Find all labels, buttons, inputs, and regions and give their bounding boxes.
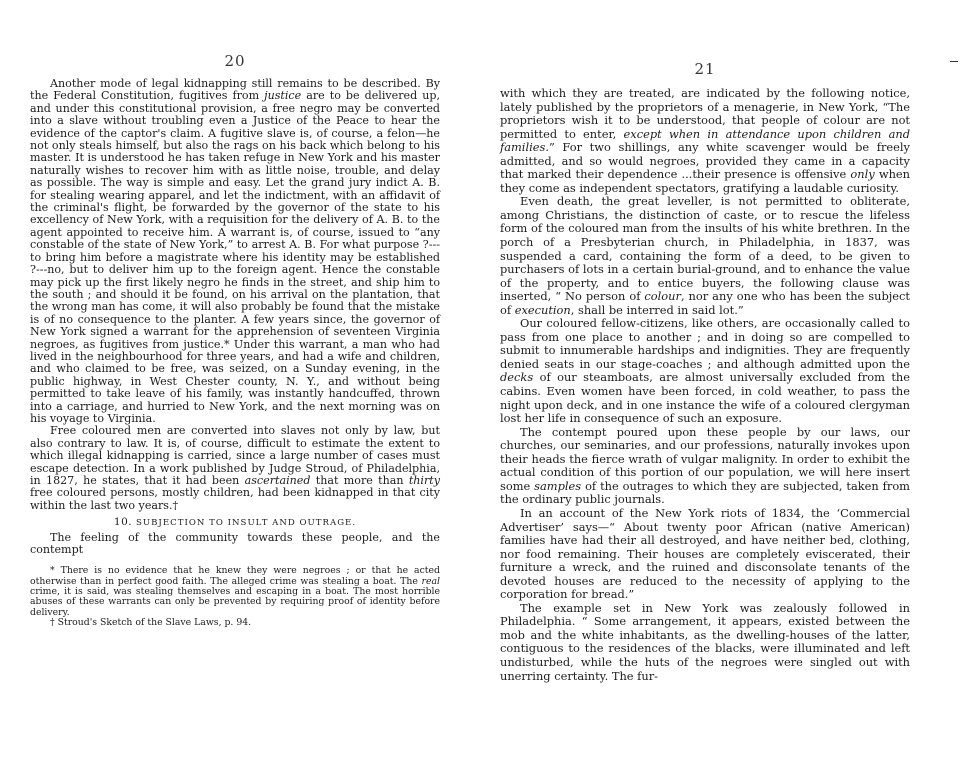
italic-text: justice (264, 89, 302, 103)
italic-text: samples (534, 478, 582, 493)
italic-text: decks (500, 370, 534, 385)
footnote (30, 618, 440, 628)
text-run: The contempt poured upon these people by our laws, our churches, our seminaries, and our professions, naturally invokes upon their heads the fierce wrath of vulgar malignity. In order to exhibit the actual condition of this portion of our population, we will here insert some (500, 424, 910, 493)
italic-text: execution (514, 302, 571, 317)
italic-text: colour (644, 289, 681, 304)
text-run: that more than (310, 474, 409, 487)
text-run: when they come as independent spectators, gratifying a laudable curiosity. (500, 167, 910, 195)
paragraph (500, 507, 910, 602)
text-run: In an account of the New York riots of 1834, the ‘Commercial Advertiser’ says—“ About twenty poor African (native American) families have had their all destroyed, and have neither bed, clothing, nor food remaining. Their houses are completely eviscerated, their furniture a wreck, and the ruined and disconsolate tenants of the devoted houses are reduced to the necessity of applying to the corporation for bread.” (500, 505, 910, 602)
right-page (500, 0, 910, 762)
text-run: ” For two shillings, any white scavenger would be freely admitted, and so would negroes, provided they came in a capacity that marked their dependence ...their presence is offensive (500, 140, 910, 182)
footnotes (30, 566, 440, 628)
text-run: with which they are treated, are indicated by the following notice, lately published by the proprietors of a menagerie, in New York, “The proprietors wish it to be understood, that people of colour are not permitted to enter, (500, 86, 910, 141)
left-page (30, 0, 440, 762)
paragraph (30, 78, 440, 425)
text-run: of the outrages to which they are subjected, taken from the ordinary public journals. (500, 478, 910, 507)
closing-line: The feeling of the community towards these people, and the contempt (30, 530, 440, 557)
text-run: Our coloured fellow-citizens, like others, are occasionally called to pass from one place to another ; and in doing so are compelled to submit to innumerable hardships and indignities. They are frequently denied seats in our stage-coaches ; and although admitted upon the (500, 316, 910, 371)
paragraph (500, 602, 910, 683)
page-number: 20 (224, 52, 246, 70)
italic-text: thirty (408, 474, 440, 487)
left-paragraphs (30, 78, 440, 512)
text-run: Another mode of legal kidnapping still remains to be described. By the Federal Constitution, fugitives from (30, 77, 440, 103)
left-page-body (30, 78, 440, 628)
paragraph (30, 425, 440, 512)
text-run: Even death, the great leveller, is not permitted to obliterate, among Christians, the distinction of caste, or to rescue the lifeless form of the coloured man from the insults of his white brethren. In the porch of a Presbyterian church, in Philadelphia, in 1837, was suspended a card, containing the form of a deed, to be given to purchasers of lots in a certain burial-ground, and to enhance the value of the property, and to entice buyers, the following clause was inserted, “ No person of (500, 194, 910, 304)
section-title: SUBJECTION TO INSULT AND OUTRAGE. (135, 518, 357, 529)
text-run: † Stroud's Sketch of the Slave Laws, p. 94. (50, 616, 252, 628)
page-number: 21 (694, 60, 716, 78)
text-run: * There is no evidence that he knew they were negroes ; or that he acted otherwise than in perfect good faith. The alleged crime was stealing a boat. The (30, 565, 440, 587)
section-heading (30, 516, 440, 529)
section-number: 10. (113, 516, 133, 529)
paragraph (500, 87, 910, 195)
margin-mark (950, 61, 958, 62)
footnote (30, 566, 440, 617)
paragraph (500, 426, 910, 507)
italic-text: ascertained (244, 474, 311, 487)
text-run: of our steamboats, are almost universally excluded from the cabins. Even women have been forced, in cold weather, to pass the night upon deck, and in one instance the wife of a coloured clergyman lost her life in consequence of such an exposure. (500, 370, 910, 426)
italic-text: only (850, 167, 875, 182)
text-run: free coloured persons, mostly children, had been kidnapped in that city within the last two years.† (30, 486, 440, 512)
italic-text: real (421, 575, 440, 587)
paragraph (500, 317, 910, 425)
text-run: , nor any one who has been the subject of (500, 289, 910, 317)
paragraph (500, 195, 910, 317)
text-run: The example set in New York was zealously followed in Philadelphia. “ Some arrangement, it appears, existed between the mob and the white inhabitants, as the dwelling-houses of the latter, contiguous to the residences of the blacks, were illuminated and left undisturbed, while the huts of the negroes were singled out with unerring certainty. The fur- (500, 600, 910, 683)
italic-text: except when in attendance upon children and families. (500, 126, 910, 155)
text-run: , shall be interred in said lot.” (570, 302, 744, 317)
text-run: Free coloured men are converted into slaves not only by law, but also contrary to law. It is, of course, difficult to estimate the extent to which illegal kidnapping is carried, since a large number of cases must escape detection. In a work published by Judge Stroud, of Philadelphia, in 1827, he states, that it had been (30, 424, 440, 487)
text-run: crime, it is said, was stealing themselves and escaping in a boat. The most horrible abuses of these warrants can only be prevented by requiring proof of identity before delivery. (30, 586, 440, 618)
right-page-body (500, 87, 910, 683)
text-run: are to be delivered up, and under this constitutional provision, a free negro may be converted into a slave without troubling even a Justice of the Peace to hear the evidence of the captor's claim. A fugitive slave is, of course, a felon—he not only steals himself, but also the rags on his back which belong to his master. It is understood he has taken refuge in New York and his master naturally wishes to recover him with as little noise, trouble, and delay as possible. The way is simple and easy. Let the grand jury indict A. B. for stealing wearing apparel, and let the indictment, with an affidavit of the criminal's flight, be forwarded by the governor of the state to his excellency of New York, with a requisition for the delivery of A. B. to the agent appointed to receive him. A warrant is, of course, issued to “any constable of the state of New York,” to arrest A. B. For what purpose ?---to bring him before a magistrate where his identity may be established ?---no, but to deliver him up to the foreign agent. Hence the constable may pick up the first likely negro he finds in the street, and ship him to the south ; and should it be found, on his arrival on the plantation, that the wrong man has come, it will also probably be found that the mistake is of no consequence to the planter. A few years since, the governor of New York signed a warrant for the apprehension of seventeen Virginia negroes, as fugitives from justice.* Under this warrant, a man who had lived in the neighbourhood for three years, and had a wife and children, and who claimed to be free, was seized, on a Sunday evening, in the public highway, in West Chester county, N. Y., and without being permitted to take leave of his family, was instantly handcuffed, thrown into a carriage, and hurried to New York, and the next morning was on his voyage to Virginia. (30, 89, 440, 425)
